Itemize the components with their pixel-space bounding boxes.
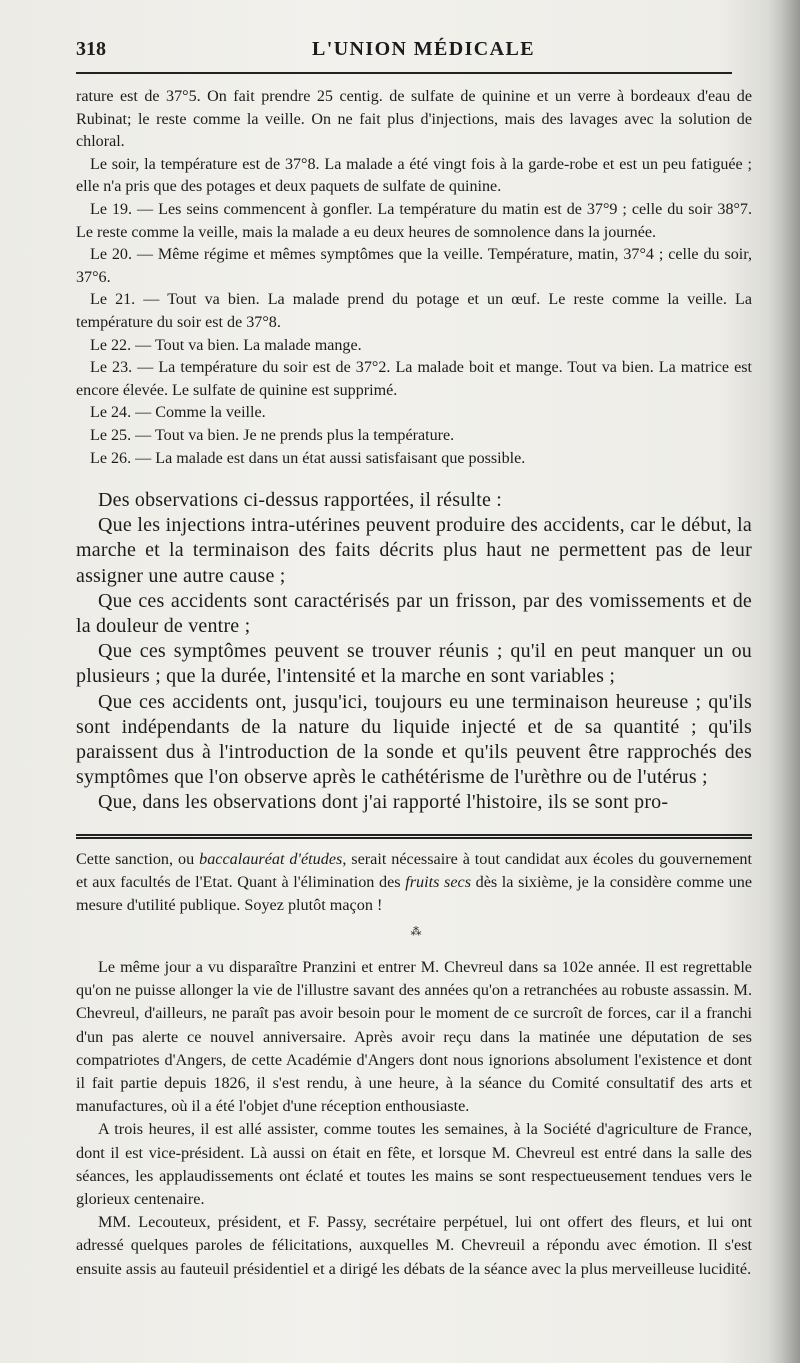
conclusion-paragraph: Que les injections intra-utérines peuvent produire des accidents, car le début, la marche et la terminaison des faits décrits plus haut ne permettent pas de leur assigner une autre cause ; — [76, 514, 752, 587]
sanction-text-1: Cette sanction, ou — [76, 850, 200, 868]
conclusion-paragraph: Que ces accidents ont, jusqu'ici, toujours eu une terminaison heureuse ; qu'ils sont indépendants de la nature du liquide injecté et de sa quantité ; qu'ils paraissent dus à l'introduction de la sonde et qu'ils peuvent être rapprochés des symptômes que l'on observe après le cathétérisme de l'urèthre ou de l'utérus ; — [76, 690, 752, 789]
asterism: ⁂ — [410, 925, 422, 938]
feuilleton-paragraph: A trois heures, il est allé assister, comme toutes les semaines, à la Société d'agriculture de France, dont il est vice-président. Là aussi on était en fête, et lorsque M. Chevreul est entré dans la salle des séances, les applaudissements ont éclaté et toutes les mains se sont respectueusement tendues vers le glorieux centenaire. — [76, 1120, 752, 1209]
page-header — [76, 38, 746, 66]
conclusion-paragraph: Que ces accidents sont caractérisés par un frisson, par des vomissements et de la douleur de ventre ; — [76, 589, 752, 638]
feuilleton-separator — [76, 834, 752, 839]
page-number: 318 — [76, 38, 106, 60]
sanction-text-2: , serait nécessaire à tout candidat aux écoles du gouvernement et aux facultés de l'Etat. Quant à l'élimination des — [76, 850, 753, 892]
observation-paragraph: Le 21. — Tout va bien. La malade prend du potage et un œuf. Le reste comme la veille. La température du soir est de 37°8. — [76, 291, 752, 331]
sanction-text-3: dès la sixième, je la considère comme une mesure d'utilité publique. Soyez plutôt maçon ! — [76, 873, 752, 915]
observation-paragraph: Le 19. — Les seins commencent à gonfler. La température du matin est de 37°9 ; celle du soir 38°7. Le reste comme la veille, mais la malade a eu deux heures de somnolence dans la journée. — [76, 200, 752, 241]
feuilleton-sanction — [76, 848, 752, 918]
conclusions-text — [76, 488, 752, 816]
header-rule — [76, 72, 732, 74]
conclusion-paragraph: Que, dans les observations dont j'ai rapporté l'histoire, ils se sont pro- — [98, 791, 669, 814]
conclusion-paragraph: Des observations ci-dessus rapportées, il résulte : — [98, 489, 502, 511]
observation-paragraph: Le 22. — Tout va bien. La malade mange. — [90, 336, 362, 354]
observation-paragraph: Le 23. — La température du soir est de 37°2. La malade boit et mange. Tout va bien. La matrice est encore élevée. Le sulfate de quinine est supprimé. — [76, 359, 752, 399]
feuilleton-chevreul — [76, 956, 752, 1281]
observation-paragraph: Le soir, la température est de 37°8. La malade a été vingt fois à la garde-robe et est un peu fatiguée ; elle n'a pris que des potages et deux paquets de sulfate de quinine. — [76, 155, 752, 196]
sanction-italic-2: fruits secs — [405, 873, 471, 892]
observation-paragraph: Le 26. — La malade est dans un état aussi satisfaisant que possible. — [90, 449, 526, 467]
observation-paragraph: Le 20. — Même régime et mêmes symptômes que la veille. Température, matin, 37°4 ; celle du soir, 37°6. — [76, 246, 752, 286]
binding-shadow — [768, 0, 800, 1363]
observation-text — [76, 86, 752, 470]
feuilleton-paragraph: MM. Lecouteux, président, et F. Passy, secrétaire perpétuel, lui ont offert des fleurs, et lui ont adressé quelques paroles de félicitations, auxquelles M. Chevreuil a répondu avec émotion. Il s'est ensuite assis au fauteuil présidentiel et a dirigé les débats de la séance avec la plus merveilleuse lucidité. — [76, 1213, 752, 1278]
feuilleton-paragraph: Le même jour a vu disparaître Pranzini et entrer M. Chevreul dans sa 102e année. Il est regrettable qu'on ne puisse allonger la vie de l'illustre savant des années qu'on a retranchées au robuste assassin. M. Chevreul, d'ailleurs, ne paraît pas avoir besoin pour le moment de ce surcroît de forces, car il a franchi d'un pas alerte ce nouvel anniversaire. Après avoir reçu dans la matinée une députation de ses compatriotes d'Angers, de cette Académie d'Angers dont nous ignorions absolument l'existence et dont il fait partie depuis 1826, il s'est rendu, à une heure, à la séance du Comité consultatif des arts et manufactures, où il a été l'objet d'une réception enthousiaste. — [76, 958, 752, 1116]
conclusion-paragraph: Que ces symptômes peuvent se trouver réunis ; qu'il en peut manquer un ou plusieurs ; que la durée, l'intensité et la marche en sont variables ; — [76, 640, 752, 688]
sanction-italic-1: baccalauréat d'études — [199, 850, 343, 868]
running-title: L'UNION MÉDICALE — [312, 38, 535, 60]
observation-paragraph: rature est de 37°5. On fait prendre 25 centig. de sulfate de quinine et un verre à bordeaux d'eau de Rubinat; le reste comme la veille. On ne fait plus d'injections, mais des lavages avec la solution de chloral. — [76, 88, 752, 151]
observation-paragraph: Le 24. — Comme la veille. — [90, 404, 266, 422]
observation-paragraph: Le 25. — Tout va bien. Je ne prends plus la température. — [90, 426, 455, 444]
sanction-paragraph — [76, 848, 752, 918]
